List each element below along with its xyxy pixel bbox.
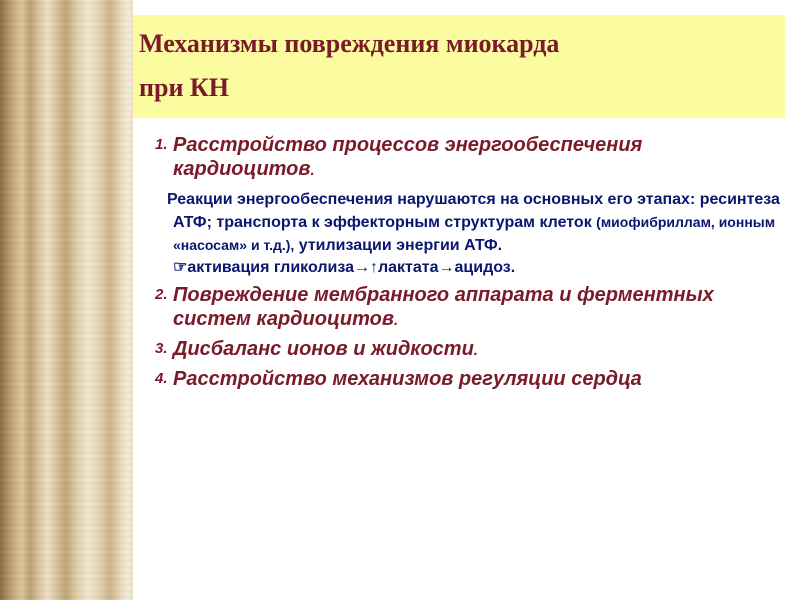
item-number: 4. bbox=[155, 370, 168, 387]
detail-part-4: активация гликолиза→↑лактата→ацидоз. bbox=[187, 259, 516, 276]
item-end: . bbox=[393, 312, 399, 329]
detail-part-3: утилизации энергии АТФ. bbox=[298, 237, 503, 254]
detail-part-1: Реакции энергообеспечения нарушаются на основных его этапах: ресинтеза АТФ; транспорта к эффекторным структурам клеток bbox=[167, 191, 780, 231]
list-item bbox=[155, 367, 780, 393]
slide-content bbox=[155, 133, 780, 393]
detail-text bbox=[155, 189, 780, 279]
item-text: Расстройство процессов энергообеспечения кардиоцитов bbox=[173, 134, 643, 180]
item-number: 2. bbox=[155, 286, 168, 303]
slide-title bbox=[139, 22, 759, 110]
item-text: Расстройство механизмов регуляции сердца bbox=[173, 368, 642, 390]
item-number: 1. bbox=[155, 136, 168, 153]
item-text: Дисбаланс ионов и жидкости bbox=[173, 338, 474, 360]
detail-part-2: (миофибриллам, ионным «насосам» и т.д.), bbox=[173, 214, 776, 253]
list-item bbox=[155, 283, 780, 333]
item-end: . bbox=[310, 162, 315, 179]
item-text: Повреждение мембранного аппарата и ферментных систем кардиоцитов bbox=[173, 284, 714, 330]
decorative-side-bar bbox=[0, 0, 133, 600]
list-item bbox=[155, 133, 780, 183]
title-line-2: при КН bbox=[139, 73, 229, 102]
title-line-1: Механизмы повреждения миокарда bbox=[139, 29, 560, 58]
pointing-hand-icon: ☞ bbox=[173, 259, 188, 276]
item-number: 3. bbox=[155, 340, 168, 357]
list-item bbox=[155, 337, 780, 363]
item-end: . bbox=[473, 342, 478, 359]
